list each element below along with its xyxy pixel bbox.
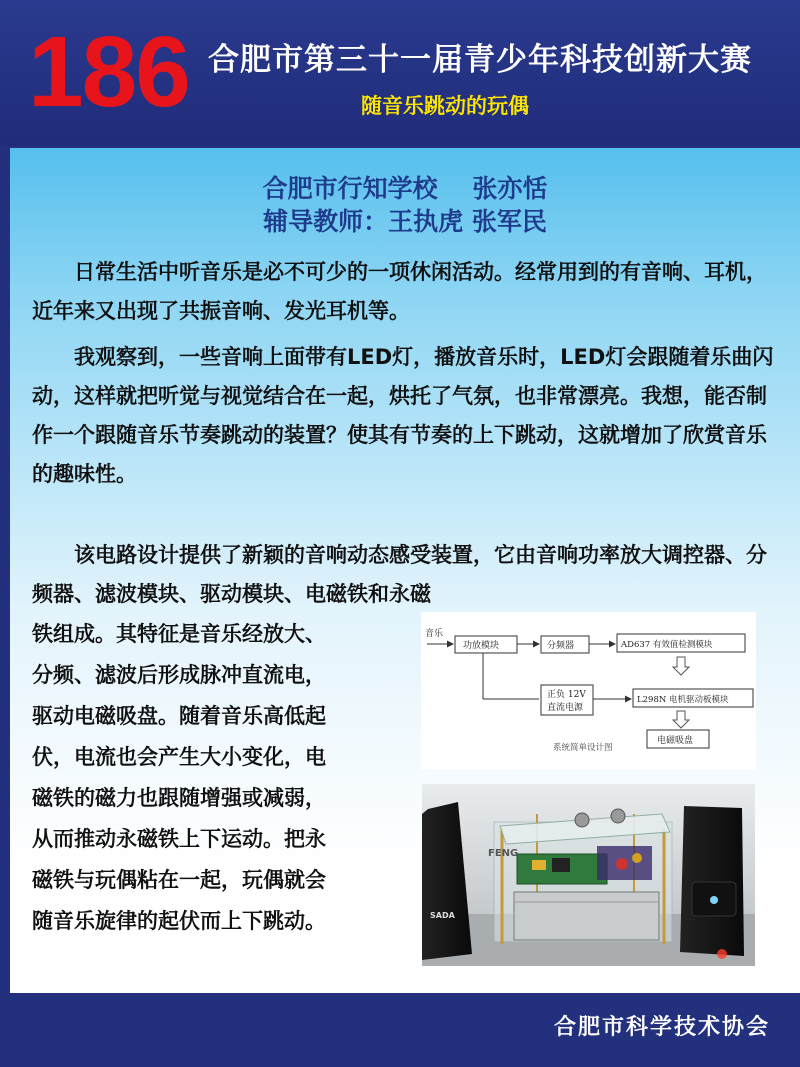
- divider-label: 分频器: [547, 641, 575, 651]
- text-line: 伏，电流也会产生大小变化，电: [32, 745, 326, 769]
- suction-label: 电磁吸盘: [657, 736, 694, 746]
- project-number: 186: [28, 16, 189, 128]
- poster-footer: [0, 993, 800, 1067]
- contest-title: 合肥市第三十一届青少年科技创新大赛: [208, 42, 752, 78]
- flow-arrow-down: [673, 711, 689, 728]
- driver-label: L298N 电机驱动板模块: [637, 695, 729, 705]
- school-and-student: 合肥市行知学校 张亦恬: [262, 174, 548, 203]
- poster-content: [10, 148, 800, 993]
- system-block-diagram: [421, 612, 756, 770]
- paragraph-1: 日常生活中听音乐是必不可少的一项休闲活动。经常用到的有音响、耳机，近年来又出现了共振音响、发光耳机等。: [32, 260, 767, 323]
- power-label-1: 正负 12V: [547, 690, 586, 700]
- knob-icon: [575, 813, 589, 827]
- text-line: 随音乐旋律的起伏而上下跳动。: [32, 909, 326, 933]
- project-title: 随音乐跳动的玩偶: [361, 94, 529, 118]
- text-line: 从而推动永磁铁上下运动。把永: [32, 827, 326, 851]
- poster-header: [0, 0, 800, 146]
- paragraph-3: 该电路设计提供了新颖的音响动态感受装置，它由音响功率放大调控器、分频器、滤波模块、驱动模块、电磁铁和永磁: [32, 543, 767, 606]
- power-supply-box: [514, 892, 659, 940]
- advisor-teachers: 辅导教师：王执虎 张军民: [263, 207, 547, 236]
- speaker-logo: SADA: [430, 911, 455, 920]
- knob-icon: [611, 809, 625, 823]
- power-label-2: 直流电源: [547, 703, 584, 713]
- paragraph-2: 我观察到，一些音响上面带有LED灯，播放音乐时，LED灯会跟随着乐曲闪动，这样就把听觉与视觉结合在一起，烘托了气氛，也非常漂亮。我想，能否制作一个跟随音乐节奏跳动的装置？使其有节奏的上下跳动，这就增加了欣赏音乐的趣味性。: [32, 345, 774, 486]
- detector-label: AD637 有效值检测模块: [621, 640, 713, 650]
- text-line: 铁组成。其特征是音乐经放大、: [32, 622, 326, 646]
- paragraph-3-continued: [32, 614, 424, 942]
- right-speaker: [680, 806, 744, 956]
- text-line: 磁铁的磁力也跟随增强或减弱，: [32, 786, 326, 810]
- device-photo: [422, 784, 755, 966]
- photo-brand-text: FENG: [488, 848, 519, 859]
- diagram-caption: 系统简单设计图: [553, 743, 613, 753]
- organizer-name: 合肥市科学技术协会: [553, 1015, 770, 1040]
- text-line: 驱动电磁吸盘。随着音乐高低起: [32, 704, 326, 728]
- text-line: 磁铁与玩偶粘在一起，玩偶就会: [32, 868, 326, 892]
- text-line: 分频、滤波后形成脉冲直流电，: [32, 663, 326, 687]
- amp-label: 功放模块: [463, 641, 500, 651]
- input-label: 音乐: [425, 629, 444, 639]
- flow-arrow-down: [673, 657, 689, 675]
